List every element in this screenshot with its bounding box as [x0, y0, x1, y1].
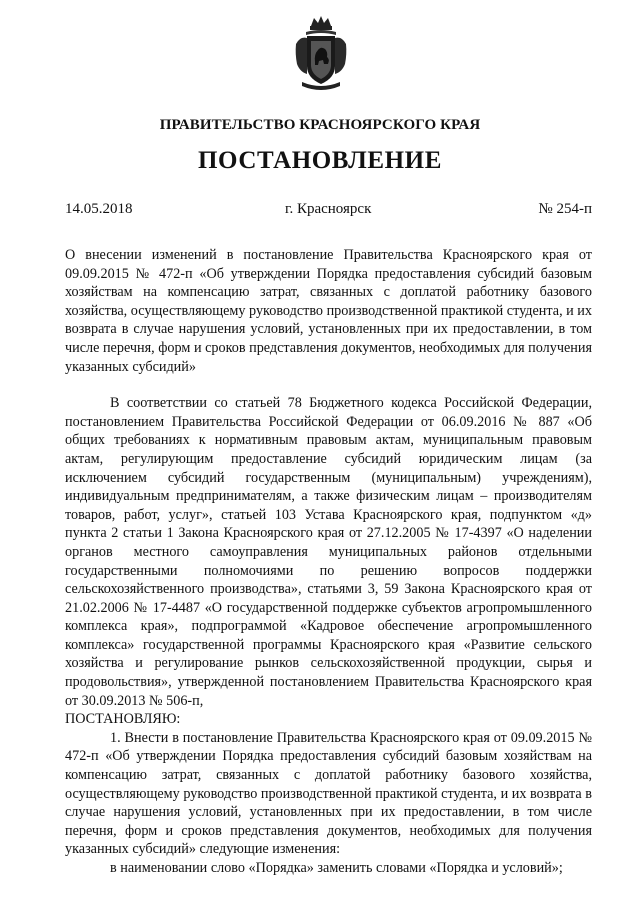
- document-date: 14.05.2018: [65, 201, 133, 217]
- item-1-change: в наименовании слово «Порядка» заменить словами «Порядка и условий»;: [110, 860, 563, 876]
- document-subject: О внесении изменений в постановление Правительства Красноярского края от 09.09.2015 № 472-п «Об утверждении Порядка предоставления субсидий базовым хозяйствам на компенсацию затрат, связанных с доплатой работнику базового хозяйства, осуществляющему руководство производственной практикой студента, и их возврата в случае нарушения условий, установленных при их предоставлении, в том числе перечня, форм и сроков представления документов, необходимых для получения указанных субсидий»: [65, 247, 592, 375]
- item-1-paragraph: 1. Внести в постановление Правительства Красноярского края от 09.09.2015 № 472-п «Об утверждении Порядка предоставления субсидий базовым хозяйствам на компенсацию затрат, связанных с доплатой работнику базового хозяйства, осуществляющему руководство производственной практикой студента, и их возврата в случае нарушения условий, установленных при их предоставлении, в том числе перечня, форм и сроков представления документов, необходимых для получения указанных субсидий» следующие изменения:: [65, 729, 592, 858]
- coat-of-arms-icon: [294, 14, 348, 96]
- document-city: г. Красноярск: [285, 201, 372, 217]
- decree-word: ПОСТАНОВЛЯЮ:: [65, 711, 181, 728]
- document-number: № 254-п: [538, 201, 592, 217]
- preamble-paragraph: В соответствии со статьей 78 Бюджетного кодекса Российской Федерации, постановлением Правительства Российской Федерации от 06.09.2016 № 887 «Об общих требованиях к нормативным правовым актам, муниципальным правовым актам, регулирующим предоставление субсидий юридическим лицам (за исключением субсидий государственным (муниципальным) учреждениям), индивидуальным предпринимателям, а также физическим лицам – производителям товаров, работ, услуг», статьей 103 Устава Красноярского края, подпунктом «д» пункта 2 статьи 1 Закона Красноярского края от 27.12.2005 № 17-4397 «О наделении органов местного самоуправления муниципальных районов отдельными государственными полномочиями по решению вопросов поддержки сельскохозяйственного производства», статьями 3, 59 Закона Красноярского края от 21.02.2006 № 17-4487 «О государственной поддержке субъектов агропромышленного комплекса края», подпрограммой «Кадровое обеспечение агропромышленного комплекса» государственной программы Красноярского края «Развитие сельского хозяйства и регулирование рынков сельскохозяйственной продукции, сырья и продовольствия», утвержденной постановлением Правительства Красноярского края от 30.09.2013 № 506-п,: [65, 395, 592, 709]
- document-body: [65, 246, 592, 878]
- document-meta: [65, 201, 592, 221]
- government-title: ПРАВИТЕЛЬСТВО КРАСНОЯРСКОГО КРАЯ: [159, 117, 481, 133]
- document-type: ПОСТАНОВЛЕНИЕ: [197, 147, 443, 174]
